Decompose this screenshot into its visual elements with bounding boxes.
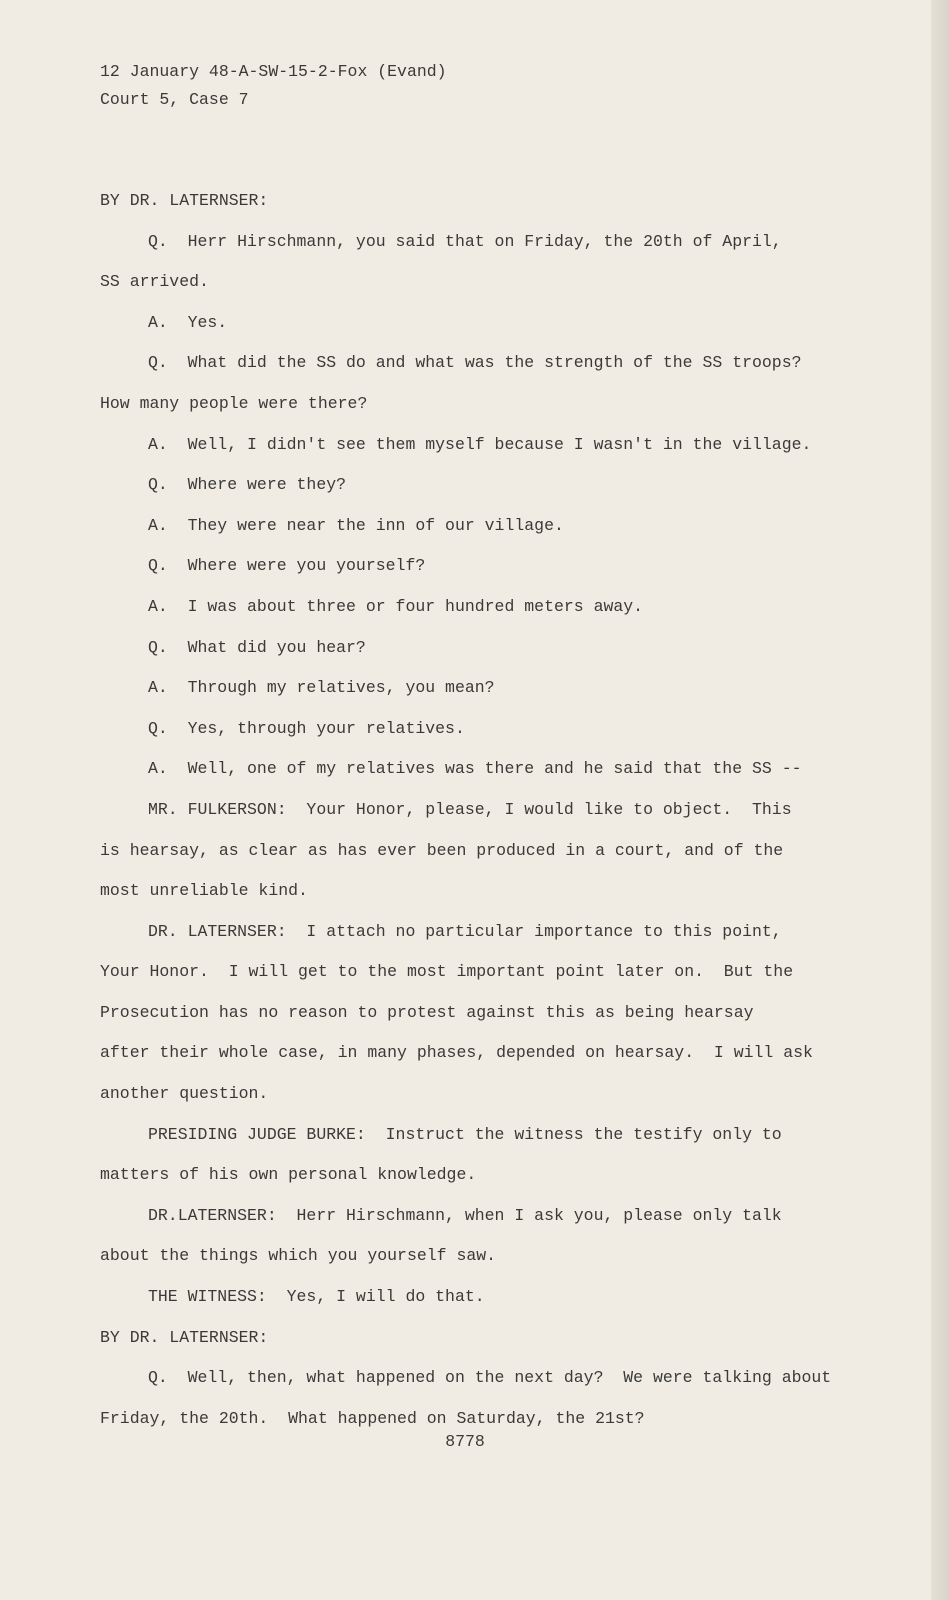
transcript-line: SS arrived.: [100, 272, 209, 292]
transcript-line: A. Through my relatives, you mean?: [148, 678, 495, 698]
transcript-line: is hearsay, as clear as has ever been produced in a court, and of the: [100, 840, 784, 860]
page-number: 8778: [445, 1432, 485, 1451]
transcript-line: A. Yes.: [148, 312, 228, 332]
examiner-heading: [100, 181, 900, 222]
transcript-line: A. Well, one of my relatives was there and he said that the SS --: [148, 759, 802, 779]
transcript-line: Prosecution has no reason to protest against this as being hearsay: [100, 1002, 754, 1022]
transcript-line: matters of his own personal knowledge.: [100, 1165, 477, 1185]
transcript-line: most unreliable kind.: [100, 881, 308, 901]
transcript-paragraph: [100, 1358, 900, 1439]
transcript-line: BY DR. LATERNSER:: [100, 1327, 269, 1347]
transcript-line: A. Well, I didn't see them myself because I wasn't in the village.: [148, 434, 812, 454]
transcript-paragraph: [100, 709, 900, 750]
paper-edge: [931, 0, 949, 1600]
transcript-line: Q. Yes, through your relatives.: [148, 718, 465, 738]
transcript-paragraph: [100, 425, 900, 466]
transcript-paragraph: [100, 1196, 900, 1277]
transcript-line: Q. What did you hear?: [148, 637, 366, 657]
transcript-line: BY DR. LATERNSER:: [100, 191, 269, 210]
transcript-line: A. They were near the inn of our village.: [148, 515, 564, 535]
header-line-date-case: 12 January 48-A-SW-15-2-Fox (Evand): [100, 62, 447, 81]
transcript-paragraph: [100, 912, 900, 1115]
transcript-body: [100, 181, 900, 1439]
transcript-line: another question.: [100, 1084, 269, 1104]
transcript-line: Q. Herr Hirschmann, you said that on Friday, the 20th of April,: [148, 231, 782, 251]
transcript-paragraph: [100, 546, 900, 587]
transcript-line: THE WITNESS: Yes, I will do that.: [148, 1287, 485, 1307]
examiner-heading: [100, 1318, 900, 1359]
transcript-line: MR. FULKERSON: Your Honor, please, I would like to object. This: [148, 799, 792, 819]
transcript-line: PRESIDING JUDGE BURKE: Instruct the witness the testify only to: [148, 1124, 782, 1144]
transcript-line: Q. What did the SS do and what was the strength of the SS troops?: [148, 353, 802, 373]
transcript-line: How many people were there?: [100, 393, 368, 413]
transcript-line: DR.LATERNSER: Herr Hirschmann, when I ask you, please only talk: [148, 1205, 782, 1225]
transcript-paragraph: [100, 628, 900, 669]
transcript-line: A. I was about three or four hundred meters away.: [148, 596, 644, 616]
transcript-line: about the things which you yourself saw.: [100, 1246, 497, 1266]
transcript-paragraph: [100, 465, 900, 506]
transcript-paragraph: [100, 343, 900, 424]
transcript-line: after their whole case, in many phases, depended on hearsay. I will ask: [100, 1043, 813, 1063]
transcript-line: Your Honor. I will get to the most important point later on. But the: [100, 962, 794, 982]
transcript-paragraph: [100, 222, 900, 303]
transcript-paragraph: [100, 506, 900, 547]
transcript-paragraph: [100, 668, 900, 709]
transcript-paragraph: [100, 1277, 900, 1318]
transcript-paragraph: [100, 749, 900, 790]
header-line-court: Court 5, Case 7: [100, 90, 249, 109]
transcript-paragraph: [100, 587, 900, 628]
document-header: [100, 58, 447, 114]
transcript-line: DR. LATERNSER: I attach no particular importance to this point,: [148, 921, 782, 941]
transcript-line: Q. Where were they?: [148, 475, 347, 495]
transcript-line: Q. Where were you yourself?: [148, 556, 426, 576]
transcript-paragraph: [100, 790, 900, 912]
transcript-line: Q. Well, then, what happened on the next day? We were talking about: [148, 1368, 832, 1388]
transcript-paragraph: [100, 303, 900, 344]
transcript-line: Friday, the 20th. What happened on Saturday, the 21st?: [100, 1408, 645, 1428]
transcript-paragraph: [100, 1115, 900, 1196]
